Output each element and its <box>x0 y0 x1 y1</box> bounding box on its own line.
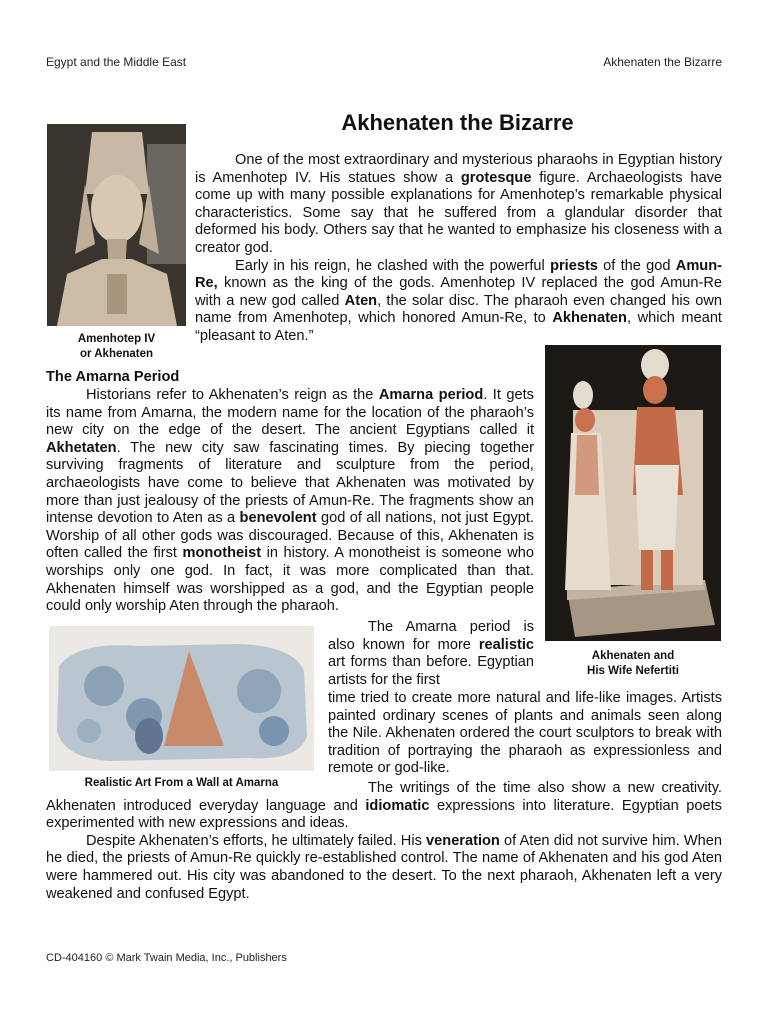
statue-caption-line2: His Wife Nefertiti <box>587 665 679 677</box>
wall-art-caption: Realistic Art From a Wall at Amarna <box>84 777 279 789</box>
footer: CD-404160 © Mark Twain Media, Inc., Publishers <box>46 952 287 964</box>
header-right: Akhenaten the Bizarre <box>603 55 722 69</box>
statue-caption-line1: Akhenaten and <box>591 650 675 662</box>
intro-paragraph-2: Early in his reign, he clashed with the powerful priests of the god Amun-Re, known as the king of the gods. Amenhotep IV replaced the god Amun-Re with a new god called Aten, the solar disc. The pharaoh even changed his own name from Amenhotep, which honored Amun-Re, to Akhenaten, which meant “pleasant to Aten.” <box>195 257 723 344</box>
amenhotep-photo <box>47 124 186 326</box>
amarna-paragraph-3: The writings of the time also show a new creativity. Akhenaten introduced everyday language and idiomatic expressions into literature. Egyptian poets experimented with new expressions and ideas. <box>46 780 722 832</box>
amarna-paragraph-2-cont-block <box>328 690 722 778</box>
amenhotep-caption <box>47 332 186 362</box>
amenhotep-caption-line2: or Akhenaten <box>79 348 154 360</box>
amarna-paragraph-1-block <box>46 387 534 616</box>
section-heading-amarna: The Amarna Period <box>46 369 180 385</box>
header-left: Egypt and the Middle East <box>46 55 187 69</box>
wall-art-photo <box>49 626 314 771</box>
statue-caption <box>545 649 721 679</box>
page-title: Akhenaten the Bizarre <box>341 110 574 135</box>
amarna-paragraph-4: Despite Akhenaten’s efforts, he ultimately failed. His veneration of Aten did not survive him. When he died, the priests of Amun-Re quickly re-established control. The name of Akhenaten and his god Aten were hammered out. His city was abandoned to the desert. To the next pharaoh, Akhenaten left a very weakened and confused Egypt. <box>46 832 722 902</box>
intro-paragraph-1: One of the most extraordinary and mysterious pharaohs in Egyptian history is Amenhotep IV. His statues show a grotesque figure. Archaeologists have come up with many possible explanations for Amenhotep’s remarkable physical characteristics. Some say that he suffered from a glandular disorder that deformed his body. Others say that he wanted to emphasize his closeness with a creator god. <box>195 152 722 256</box>
intro-text <box>195 152 722 346</box>
amarna-paragraph-2-cont: time tried to create more natural and life-like images. Artists painted ordinary scenes of plants and animals seen along the Nile. Akhenaten ordered the court sculptors to break with tradition of portraying the pharaoh as expressionless and remote or god-like. <box>328 690 722 777</box>
statue-photo <box>545 345 721 641</box>
amarna-paragraph-3-block <box>46 780 722 903</box>
amenhotep-caption-line1: Amenhotep IV <box>77 333 156 345</box>
amarna-paragraph-2-start: The Amarna period is also known for more realistic art forms than before. Egyptian artists for the first <box>328 619 534 688</box>
amarna-paragraph-2-block <box>328 619 534 689</box>
amarna-paragraph-1: Historians refer to Akhenaten’s reign as the Amarna period. It gets its name from Amarna, the modern name for the location of the pharaoh’s new city on the edge of the desert. The ancient Egyptians called it Akhetaten. The new city saw fascinating times. By piecing together surviving fragments of literature and sculpture from the period, archaeologists have come to believe that Akhenaten was motivated by more than just jealousy of the priests of Amun-Re. The fragments show an intense devotion to Aten as a benevolent god of all nations, not just Egypt. Worship of all other gods was discouraged. Because of this, Akhenaten is often called the first monotheist in history. A monotheist is someone who worships only one god. In fact, it was more complicated than that. Akhenaten himself was worshipped as a god, and the Egyptian people could only worship Aten through the pharaoh. <box>46 387 534 615</box>
